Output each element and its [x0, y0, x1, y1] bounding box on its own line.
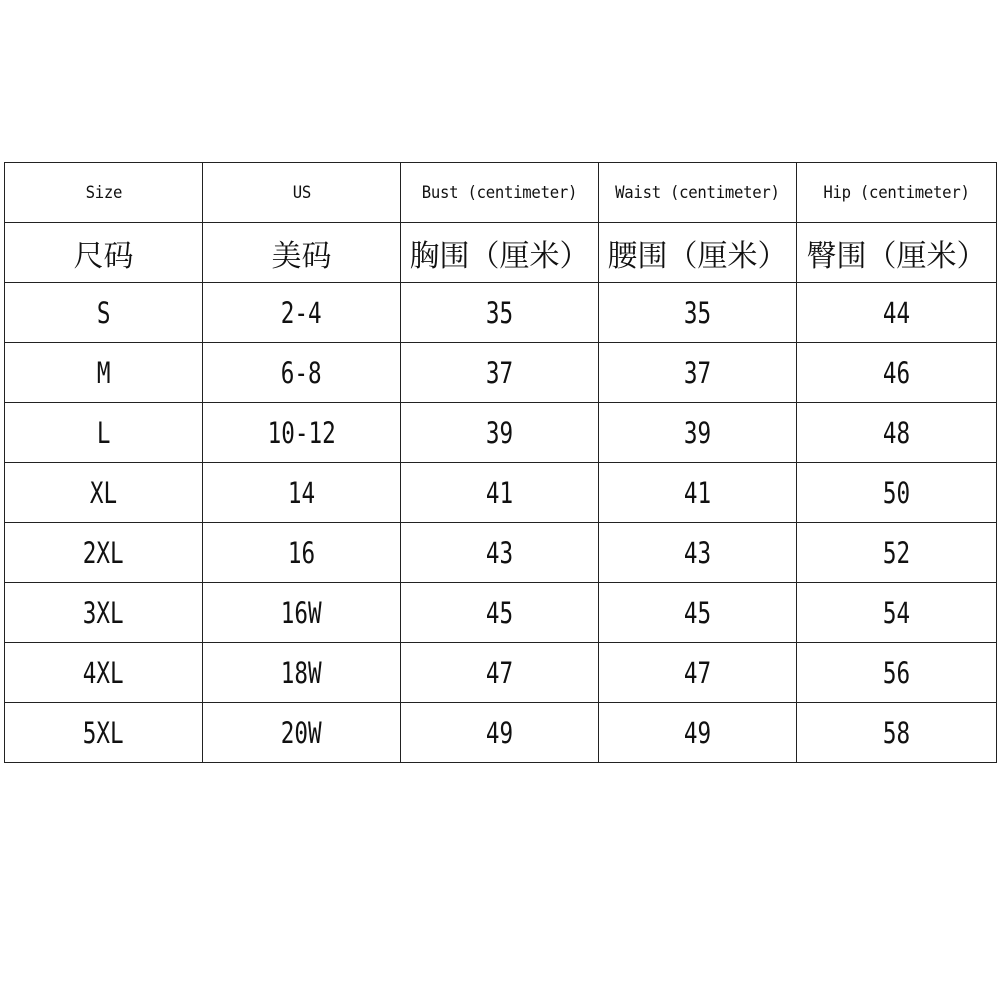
header-cell: US	[203, 163, 401, 223]
us-size-cell: 16W	[203, 583, 401, 643]
header-cell: Hip (centimeter)	[797, 163, 997, 223]
header-cell: 美码	[203, 223, 401, 283]
hip-cell: 48	[797, 403, 997, 463]
size-cell: S	[5, 283, 203, 343]
size-cell: XL	[5, 463, 203, 523]
us-size-cell: 16	[203, 523, 401, 583]
bust-cell: 49	[401, 703, 599, 763]
size-chart-table	[4, 162, 997, 763]
bust-cell: 43	[401, 523, 599, 583]
size-cell: M	[5, 343, 203, 403]
waist-cell: 37	[599, 343, 797, 403]
header-cell: Waist (centimeter)	[599, 163, 797, 223]
size-cell: 4XL	[5, 643, 203, 703]
table-row	[5, 703, 997, 763]
hip-cell: 56	[797, 643, 997, 703]
header-cell: Bust (centimeter)	[401, 163, 599, 223]
waist-cell: 47	[599, 643, 797, 703]
us-size-cell: 2-4	[203, 283, 401, 343]
us-size-cell: 14	[203, 463, 401, 523]
size-cell: 5XL	[5, 703, 203, 763]
waist-cell: 35	[599, 283, 797, 343]
table-row	[5, 643, 997, 703]
table-row	[5, 463, 997, 523]
table-row	[5, 403, 997, 463]
header-cell: 腰围（厘米）	[599, 223, 797, 283]
header-cell: 尺码	[5, 223, 203, 283]
header-row-chinese	[5, 223, 997, 283]
table-row	[5, 583, 997, 643]
hip-cell: 54	[797, 583, 997, 643]
hip-cell: 50	[797, 463, 997, 523]
hip-cell: 46	[797, 343, 997, 403]
size-cell: L	[5, 403, 203, 463]
header-row-english	[5, 163, 997, 223]
hip-cell: 44	[797, 283, 997, 343]
waist-cell: 43	[599, 523, 797, 583]
bust-cell: 47	[401, 643, 599, 703]
size-cell: 2XL	[5, 523, 203, 583]
header-cell: Size	[5, 163, 203, 223]
table-row	[5, 523, 997, 583]
header-cell: 胸围（厘米）	[401, 223, 599, 283]
bust-cell: 37	[401, 343, 599, 403]
bust-cell: 39	[401, 403, 599, 463]
us-size-cell: 10-12	[203, 403, 401, 463]
waist-cell: 41	[599, 463, 797, 523]
us-size-cell: 20W	[203, 703, 401, 763]
bust-cell: 35	[401, 283, 599, 343]
hip-cell: 52	[797, 523, 997, 583]
us-size-cell: 6-8	[203, 343, 401, 403]
waist-cell: 49	[599, 703, 797, 763]
table-row	[5, 283, 997, 343]
us-size-cell: 18W	[203, 643, 401, 703]
table-row	[5, 343, 997, 403]
waist-cell: 45	[599, 583, 797, 643]
size-cell: 3XL	[5, 583, 203, 643]
hip-cell: 58	[797, 703, 997, 763]
header-cell: 臀围（厘米）	[797, 223, 997, 283]
bust-cell: 41	[401, 463, 599, 523]
bust-cell: 45	[401, 583, 599, 643]
waist-cell: 39	[599, 403, 797, 463]
